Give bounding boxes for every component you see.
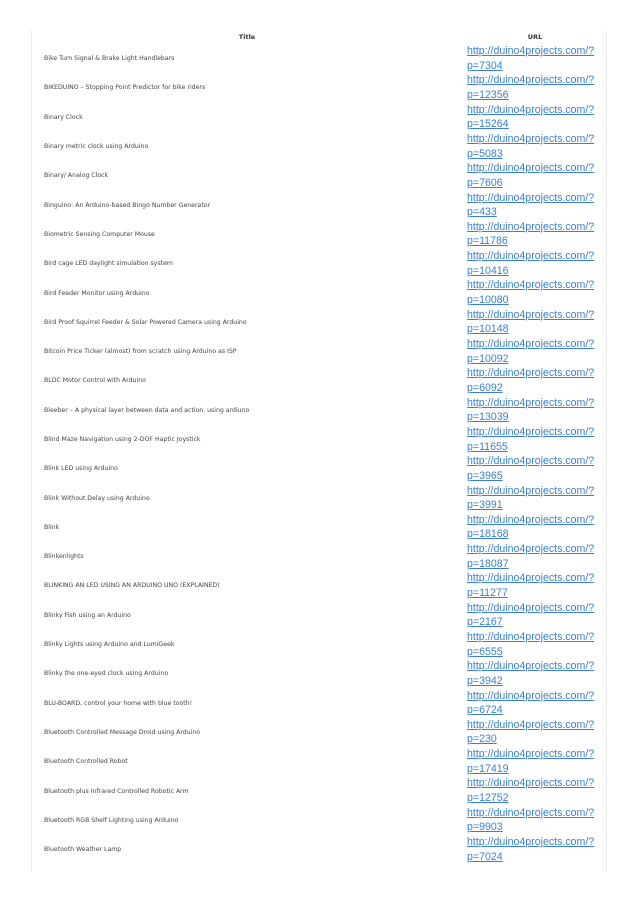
table-row [32, 689, 608, 718]
url-line-2: p=6555 [467, 645, 503, 658]
column-header-url: URL [527, 33, 543, 41]
url-line-2: p=3991 [467, 499, 503, 512]
project-url-cell [462, 396, 608, 425]
project-url-cell [462, 278, 608, 307]
table-row [32, 425, 608, 454]
project-url-link[interactable] [467, 337, 608, 366]
table-row [32, 835, 608, 864]
url-line-2: p=10092 [467, 352, 509, 365]
project-title: Binguino: An Arduino-based Bingo Number Generator [44, 201, 211, 209]
project-url-link[interactable] [467, 278, 608, 307]
url-line-1: http://duino4projects.com/? [467, 513, 595, 526]
table-row [32, 659, 608, 688]
project-title: Bitcoin Price Ticker (almost) from scratch using Arduino as ISP [44, 348, 237, 356]
url-line-2: p=230 [467, 733, 497, 746]
table-row [32, 308, 608, 337]
project-title: Blinky Fish using an Arduino [44, 611, 131, 619]
table-row [32, 337, 608, 366]
url-line-2: p=3965 [467, 469, 503, 482]
project-title: Blink Without Delay using Arduino [44, 494, 150, 502]
project-url-link[interactable] [467, 718, 608, 747]
table-row [32, 513, 608, 542]
project-url-link[interactable] [467, 454, 608, 483]
project-title: Blinkenlights [44, 553, 84, 561]
project-title: Bike Turn Signal & Brake Light Handlebars [44, 55, 175, 63]
project-url-cell [462, 220, 608, 249]
url-line-1: http://duino4projects.com/? [467, 806, 595, 819]
project-url-cell [462, 337, 608, 366]
project-url-cell [462, 425, 608, 454]
url-line-1: http://duino4projects.com/? [467, 220, 595, 233]
table-body [32, 44, 608, 864]
url-line-1: http://duino4projects.com/? [467, 103, 595, 116]
table-row [32, 630, 608, 659]
project-title: Bluetooth plus Infrared Controlled Robotic Arm [44, 787, 189, 795]
url-line-2: p=6092 [467, 381, 503, 394]
project-url-cell [462, 132, 608, 161]
project-title: Blinky the one-eyed clock using Arduino [44, 670, 169, 678]
project-url-cell [462, 483, 608, 512]
project-url-link[interactable] [467, 191, 608, 220]
project-url-cell [462, 776, 608, 805]
project-url-link[interactable] [467, 542, 608, 571]
project-title: BLINKING AN LED USING AN ARDUINO UNO (EXPLAINED) [44, 582, 220, 590]
url-line-2: p=12752 [467, 792, 509, 805]
project-title: Bird Proof Squirrel Feeder & Solar Powered Camera using Arduino [44, 318, 247, 326]
table-row [32, 73, 608, 102]
url-line-1: http://duino4projects.com/? [467, 543, 595, 556]
table-header-row [32, 30, 608, 44]
url-line-1: http://duino4projects.com/? [467, 630, 595, 643]
url-line-1: http://duino4projects.com/? [467, 45, 595, 58]
project-url-cell [462, 542, 608, 571]
project-url-link[interactable] [467, 747, 608, 776]
url-line-2: p=15264 [467, 118, 509, 131]
project-url-cell [462, 103, 608, 132]
project-url-cell [462, 718, 608, 747]
url-line-1: http://duino4projects.com/? [467, 74, 595, 87]
project-url-cell [462, 366, 608, 395]
project-title: Blink [44, 523, 60, 531]
project-url-cell [462, 571, 608, 600]
project-url-link[interactable] [467, 835, 608, 864]
project-url-link[interactable] [467, 308, 608, 337]
project-url-link[interactable] [467, 161, 608, 190]
project-title: Biometric Sensing Computer Mouse [44, 230, 155, 238]
url-line-1: http://duino4projects.com/? [467, 484, 595, 497]
project-title: Bleeber – A physical layer between data and action. using ardiuno [44, 406, 250, 414]
url-line-2: p=3942 [467, 674, 503, 687]
project-title: Bluetooth Weather Lamp [44, 846, 122, 854]
url-line-1: http://duino4projects.com/? [467, 748, 595, 761]
url-line-2: p=10080 [467, 294, 509, 307]
project-title: Blind Maze Navigation using 2-DOF Haptic Joystick [44, 436, 201, 443]
url-line-2: p=13039 [467, 411, 509, 424]
table-row [32, 718, 608, 747]
project-url-cell [462, 630, 608, 659]
project-url-cell [462, 747, 608, 776]
project-title: BIKEDUINO – Stopping Point Predictor for bike riders [44, 84, 206, 92]
project-title: Blink LED using Arduino [44, 465, 118, 473]
table-row [32, 132, 608, 161]
project-url-link[interactable] [467, 484, 608, 513]
table-row [32, 366, 608, 395]
url-line-2: p=9903 [467, 821, 503, 834]
project-url-link[interactable] [467, 220, 608, 249]
url-line-1: http://duino4projects.com/? [467, 191, 595, 204]
table-row [32, 571, 608, 600]
url-line-2: p=7304 [467, 59, 503, 72]
url-line-1: http://duino4projects.com/? [467, 338, 595, 351]
url-line-2: p=17419 [467, 762, 509, 775]
url-line-2: p=18087 [467, 557, 509, 570]
table-row [32, 220, 608, 249]
project-url-link[interactable] [467, 73, 608, 102]
project-url-cell [462, 161, 608, 190]
table-row [32, 161, 608, 190]
table-row [32, 249, 608, 278]
project-title: Bird cage LED daylight simulation system [44, 260, 173, 268]
url-line-1: http://duino4projects.com/? [467, 425, 595, 438]
url-line-1: http://duino4projects.com/? [467, 132, 595, 145]
project-url-link[interactable] [467, 44, 608, 73]
url-line-1: http://duino4projects.com/? [467, 279, 595, 292]
project-url-cell [462, 659, 608, 688]
url-line-2: p=11277 [467, 586, 508, 599]
url-line-1: http://duino4projects.com/? [467, 660, 595, 673]
url-line-1: http://duino4projects.com/? [467, 455, 595, 468]
project-url-cell [462, 513, 608, 542]
project-url-link[interactable] [467, 776, 608, 805]
url-line-2: p=7024 [467, 850, 503, 863]
table-row [32, 190, 608, 219]
project-url-link[interactable] [467, 806, 608, 835]
project-title: Binary/ Analog Clock [44, 172, 109, 180]
url-line-2: p=6724 [467, 704, 503, 717]
project-url-link[interactable] [467, 425, 608, 454]
table-row [32, 601, 608, 630]
table-row [32, 806, 608, 835]
table-row [32, 44, 608, 73]
project-url-cell [462, 73, 608, 102]
project-url-cell [462, 806, 608, 835]
project-url-cell [462, 308, 608, 337]
url-line-1: http://duino4projects.com/? [467, 308, 595, 321]
project-title: Bird Feeder Monitor using Arduino [44, 289, 150, 297]
project-url-cell [462, 601, 608, 630]
url-line-2: p=12356 [467, 88, 509, 101]
project-url-cell [462, 249, 608, 278]
project-url-link[interactable] [467, 513, 608, 542]
url-line-2: p=7606 [467, 176, 503, 189]
url-line-2: p=18168 [467, 528, 509, 541]
project-title: Bluetooth Controlled Message Droid using Arduino [44, 728, 201, 736]
project-url-cell [462, 835, 608, 864]
project-url-cell [462, 190, 608, 219]
url-line-2: p=5083 [467, 147, 503, 160]
url-line-1: http://duino4projects.com/? [467, 572, 595, 585]
url-line-1: http://duino4projects.com/? [467, 396, 595, 409]
url-line-2: p=2167 [467, 616, 503, 629]
project-url-link[interactable] [467, 103, 608, 132]
project-table [32, 30, 608, 864]
url-line-1: http://duino4projects.com/? [467, 367, 595, 380]
url-line-1: http://duino4projects.com/? [467, 601, 595, 614]
project-title: Blinky Lights using Arduino and LumiGeek [44, 641, 175, 649]
url-line-2: p=10416 [467, 264, 509, 277]
project-table-container [31, 30, 607, 872]
project-url-link[interactable] [467, 132, 608, 161]
table-row [32, 483, 608, 512]
table-row [32, 454, 608, 483]
table-row [32, 776, 608, 805]
project-url-link[interactable] [467, 571, 608, 600]
project-title: Bluetooth Controlled Robot [44, 758, 128, 766]
table-row [32, 542, 608, 571]
url-line-1: http://duino4projects.com/? [467, 162, 595, 175]
url-line-2: p=11786 [467, 235, 508, 248]
project-title: Binary Clock [44, 113, 83, 121]
url-line-1: http://duino4projects.com/? [467, 718, 595, 731]
project-url-link[interactable] [467, 249, 608, 278]
table-row [32, 103, 608, 132]
url-line-1: http://duino4projects.com/? [467, 250, 595, 263]
url-line-1: http://duino4projects.com/? [467, 689, 595, 702]
project-title: BLU-BOARD, control your home with blue tooth! [44, 699, 193, 707]
project-url-cell [462, 454, 608, 483]
url-line-2: p=433 [467, 206, 497, 219]
project-url-cell [462, 689, 608, 718]
column-header-title: Title [238, 33, 256, 41]
table-row [32, 396, 608, 425]
project-title: BLDC Motor Control with Arduino [44, 377, 146, 385]
project-title: Binary metric clock using Arduino [44, 143, 149, 151]
project-url-cell [462, 44, 608, 73]
project-url-link[interactable] [467, 366, 608, 395]
table-row [32, 278, 608, 307]
project-url-link[interactable] [467, 659, 608, 688]
project-url-link[interactable] [467, 689, 608, 718]
project-title: Bluetooth RGB Shelf Lighting using Arduino [44, 816, 179, 824]
project-url-link[interactable] [467, 601, 608, 630]
project-url-link[interactable] [467, 396, 608, 425]
table-row [32, 747, 608, 776]
project-url-link[interactable] [467, 630, 608, 659]
url-line-1: http://duino4projects.com/? [467, 836, 595, 849]
url-line-2: p=11655 [467, 440, 508, 453]
url-line-2: p=10148 [467, 323, 509, 336]
url-line-1: http://duino4projects.com/? [467, 777, 595, 790]
